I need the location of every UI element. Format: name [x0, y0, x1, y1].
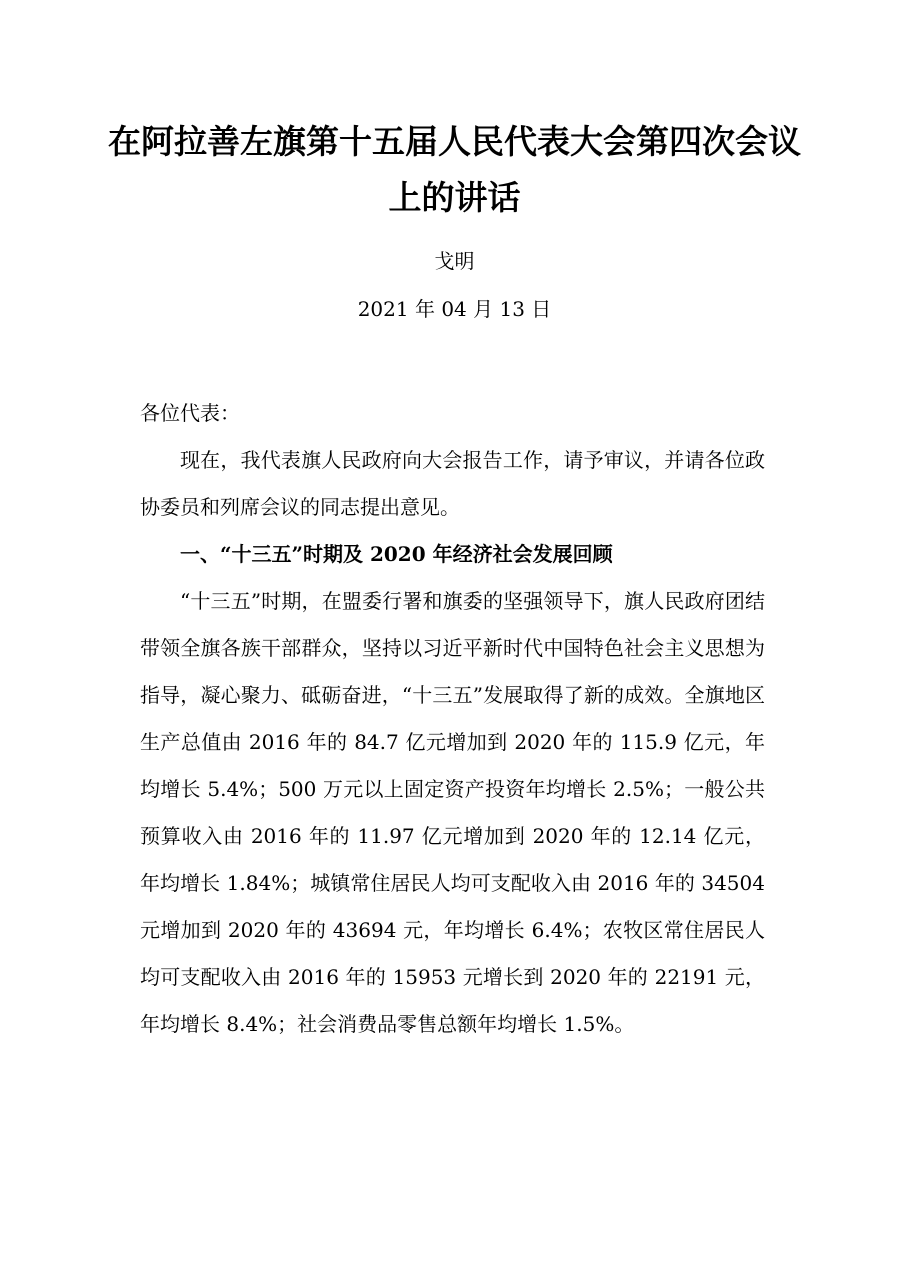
- document-body: [140, 390, 765, 1048]
- document-title: 在阿拉善左旗第十五届人民代表大会第四次会议上的讲话: [108, 122, 801, 217]
- section-paragraph: “十三五”时期，在盟委行署和旗委的坚强领导下，旗人民政府团结带领全旗各族干部群众，坚持以习近平新时代中国特色社会主义思想为指导，凝心聚力、砥砺奋进，“十三五”发展取得了新的成效。全旗地区生产总值由 2016 年的 84.7 亿元增加到 2020 年的 115.9 亿元，年均增长 5.4%；500 万元以上固定资产投资年均增长 2.5%；一般公共预算收入由 2016 年的 11.97 亿元增加到 2020 年的 12.14 亿元，年均增长 1.84%；城镇常住居民人均可支配收入由 2016 年的 34504 元增加到 2020 年的 43694 元，年均增长 6.4%；农牧区常住居民人均可支配收入由 2016 年的 15953 元增长到 2020 年的 22191 元，年均增长 8.4%；社会消费品零售总额年均增长 1.5%。: [140, 589, 765, 1036]
- document-date: 2021 年 04 月 13 日: [357, 297, 552, 321]
- salutation: 各位代表：: [140, 401, 240, 425]
- section-heading: 一、“十三五”时期及 2020 年经济社会发展回顾: [180, 542, 613, 566]
- author-name: 戈明: [434, 249, 475, 273]
- intro-paragraph: 现在，我代表旗人民政府向大会报告工作，请予审议，并请各位政协委员和列席会议的同志提出意见。: [140, 448, 765, 519]
